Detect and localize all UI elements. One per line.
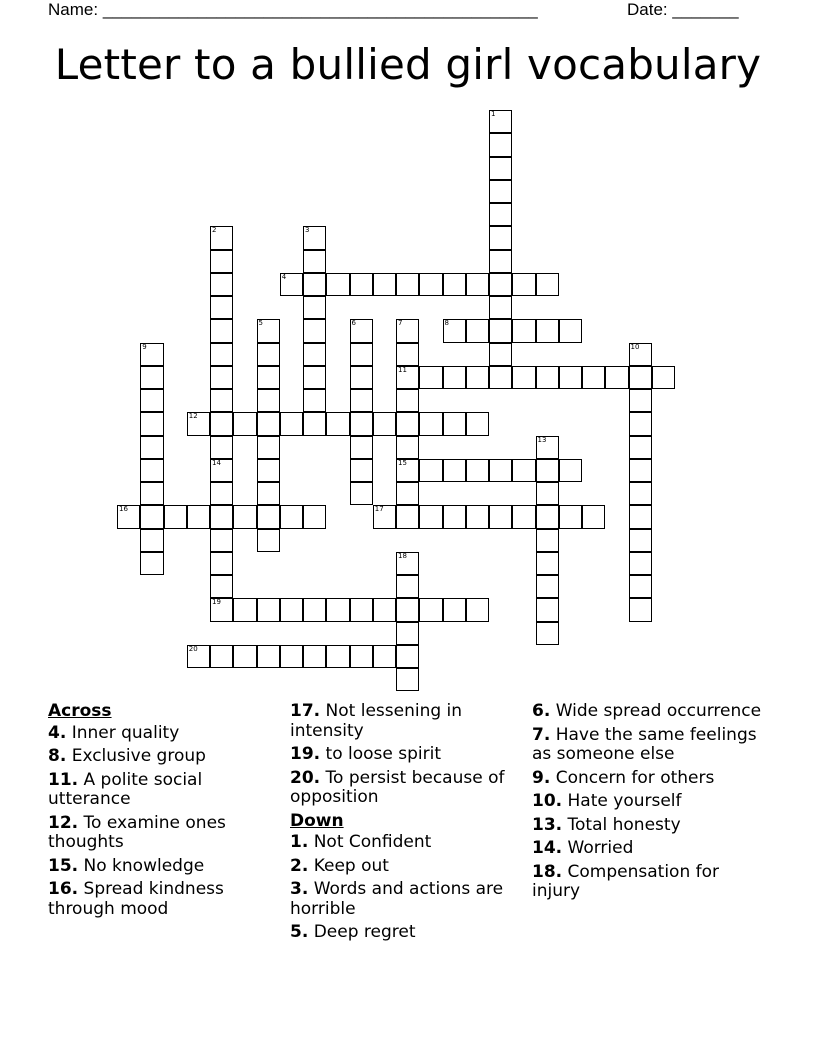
clue-text: Worried — [562, 838, 634, 858]
cell-number: 20 — [188, 644, 198, 653]
cell-number: 5 — [258, 319, 263, 328]
name-label: Name: — [48, 0, 99, 19]
grid-cell[interactable] — [536, 459, 559, 482]
cell-number: 12 — [188, 412, 198, 421]
grid-cell[interactable] — [466, 319, 489, 342]
clue-number: 2. — [290, 855, 309, 876]
grid-cell[interactable] — [210, 552, 233, 575]
clue-number: 20. — [290, 767, 321, 788]
clue-item — [48, 724, 283, 744]
cell-number: 17 — [374, 505, 384, 514]
clue-number: 12. — [48, 812, 79, 833]
grid-cell[interactable] — [443, 319, 466, 342]
grid-cell[interactable] — [350, 482, 373, 505]
clue-number: 8. — [48, 746, 67, 766]
grid-cell[interactable] — [559, 319, 582, 342]
grid-cell[interactable] — [257, 436, 280, 459]
grid-cell[interactable] — [629, 412, 652, 435]
grid-cell[interactable] — [326, 273, 349, 296]
clue-text: Wide spread occurrence — [550, 701, 762, 721]
clues-column-1 — [48, 702, 283, 923]
grid-cell[interactable] — [396, 459, 419, 482]
grid-cell[interactable] — [350, 273, 373, 296]
down-clue-list — [290, 833, 525, 943]
grid-cell[interactable] — [396, 389, 419, 412]
grid-cell[interactable] — [489, 366, 512, 389]
grid-cell[interactable] — [466, 273, 489, 296]
grid-cell[interactable] — [140, 343, 163, 366]
grid-cell[interactable] — [629, 529, 652, 552]
grid-cell[interactable] — [466, 598, 489, 621]
grid-cell[interactable] — [303, 226, 326, 249]
grid-cell[interactable] — [350, 343, 373, 366]
grid-cell[interactable] — [582, 366, 605, 389]
cell-number: 19 — [212, 598, 221, 607]
grid-cell[interactable] — [350, 459, 373, 482]
grid-cell[interactable] — [303, 250, 326, 273]
cell-number: 10 — [630, 342, 640, 351]
clue-text: Have the same feelings as someone else — [532, 724, 757, 764]
grid-cell[interactable] — [536, 436, 559, 459]
grid-cell[interactable] — [210, 575, 233, 598]
grid-cell[interactable] — [140, 389, 163, 412]
clue-item — [290, 745, 525, 765]
grid-cell[interactable] — [233, 412, 256, 435]
grid-cell[interactable] — [396, 436, 419, 459]
grid-cell[interactable] — [443, 273, 466, 296]
grid-cell[interactable] — [536, 505, 559, 528]
grid-cell[interactable] — [396, 412, 419, 435]
clue-text: Compensation for injury — [532, 861, 720, 901]
grid-cell[interactable] — [489, 343, 512, 366]
clue-number: 4. — [48, 722, 67, 743]
grid-cell[interactable] — [443, 366, 466, 389]
grid-cell[interactable] — [373, 412, 396, 435]
grid-cell[interactable] — [396, 598, 419, 621]
clue-item — [290, 833, 525, 853]
grid-cell[interactable] — [303, 412, 326, 435]
grid-cell[interactable] — [373, 645, 396, 668]
grid-cell[interactable] — [187, 505, 210, 528]
clue-text: Words and actions are horrible — [290, 879, 504, 919]
grid-cell[interactable] — [210, 645, 233, 668]
grid-cell[interactable] — [210, 436, 233, 459]
grid-cell[interactable] — [443, 598, 466, 621]
clue-number: 6. — [532, 701, 551, 721]
clue-text: To examine ones thoughts — [48, 812, 226, 852]
grid-cell[interactable] — [280, 505, 303, 528]
grid-cell[interactable] — [164, 505, 187, 528]
down-clue-list-continued — [532, 702, 767, 902]
grid-cell[interactable] — [303, 505, 326, 528]
grid-cell[interactable] — [629, 389, 652, 412]
clue-item — [290, 923, 525, 943]
grid-cell[interactable] — [233, 598, 256, 621]
grid-cell[interactable] — [326, 598, 349, 621]
clue-text: Inner quality — [66, 722, 180, 743]
grid-cell[interactable] — [140, 552, 163, 575]
grid-cell[interactable] — [303, 389, 326, 412]
grid-cell[interactable] — [582, 505, 605, 528]
grid-cell[interactable] — [257, 459, 280, 482]
grid-cell[interactable] — [257, 482, 280, 505]
cell-number: 4 — [281, 272, 287, 281]
grid-cell[interactable] — [629, 575, 652, 598]
cell-number: 6 — [351, 319, 356, 328]
grid-cell[interactable] — [210, 296, 233, 319]
grid-cell[interactable] — [489, 203, 512, 226]
clue-number: 19. — [290, 744, 321, 764]
cell-number: 1 — [491, 110, 496, 118]
grid-cell[interactable] — [629, 552, 652, 575]
grid-cell[interactable] — [512, 459, 535, 482]
cell-number: 13 — [537, 435, 547, 444]
clue-text: To persist because of opposition — [290, 767, 505, 807]
cell-number: 16 — [119, 505, 128, 514]
clue-item — [48, 857, 283, 877]
clue-item — [290, 702, 525, 741]
grid-cell[interactable] — [536, 622, 559, 645]
grid-cell[interactable] — [629, 482, 652, 505]
grid-cell[interactable] — [629, 366, 652, 389]
date-label: Date: — [627, 0, 668, 19]
grid-cell[interactable] — [396, 668, 419, 691]
clue-text: A polite social utterance — [48, 769, 203, 809]
grid-cell[interactable] — [443, 459, 466, 482]
grid-cell[interactable] — [280, 412, 303, 435]
grid-cell[interactable] — [303, 296, 326, 319]
grid-cell[interactable] — [350, 319, 373, 342]
grid-cell[interactable] — [536, 598, 559, 621]
grid-cell[interactable] — [396, 273, 419, 296]
clue-item — [290, 857, 525, 877]
grid-cell[interactable] — [489, 319, 512, 342]
grid-cell[interactable] — [512, 505, 535, 528]
grid-cell[interactable] — [210, 482, 233, 505]
clue-item — [48, 880, 283, 919]
clue-item — [532, 769, 767, 789]
grid-cell[interactable] — [210, 226, 233, 249]
grid-cell[interactable] — [303, 645, 326, 668]
grid-cell[interactable] — [489, 273, 512, 296]
clue-text: No knowledge — [78, 855, 205, 876]
grid-cell[interactable] — [396, 622, 419, 645]
grid-cell[interactable] — [466, 366, 489, 389]
across-clue-list-continued — [290, 702, 525, 808]
grid-cell[interactable] — [536, 319, 559, 342]
grid-cell[interactable] — [210, 529, 233, 552]
grid-cell[interactable] — [140, 505, 163, 528]
cell-number: 2 — [212, 226, 217, 235]
grid-cell[interactable] — [466, 505, 489, 528]
clue-item — [290, 880, 525, 919]
grid-cell[interactable] — [443, 505, 466, 528]
clue-number: 11. — [48, 769, 79, 790]
grid-cell[interactable] — [489, 226, 512, 249]
grid-cell[interactable] — [326, 412, 349, 435]
across-heading: Across — [48, 701, 112, 721]
clue-item — [48, 814, 283, 853]
grid-cell[interactable] — [210, 412, 233, 435]
name-blank[interactable]: ______________________________________________ — [102, 0, 538, 19]
grid-cell[interactable] — [489, 296, 512, 319]
clues-column-3 — [532, 702, 767, 906]
grid-cell[interactable] — [652, 366, 675, 389]
clue-text: Hate yourself — [562, 791, 682, 811]
grid-cell[interactable] — [140, 412, 163, 435]
down-heading: Down — [290, 810, 344, 831]
clues-column-2 — [290, 702, 525, 947]
grid-cell[interactable] — [210, 505, 233, 528]
grid-cell[interactable] — [419, 412, 442, 435]
clue-number: 10. — [532, 791, 563, 811]
clue-item — [532, 702, 767, 722]
grid-cell[interactable] — [373, 505, 396, 528]
grid-cell[interactable] — [629, 459, 652, 482]
clue-text: Total honesty — [562, 814, 681, 835]
grid-cell[interactable] — [303, 598, 326, 621]
grid-cell[interactable] — [140, 366, 163, 389]
grid-cell[interactable] — [350, 389, 373, 412]
clue-number: 1. — [290, 832, 309, 852]
grid-cell[interactable] — [210, 319, 233, 342]
clue-number: 7. — [532, 724, 551, 745]
cell-number: 7 — [398, 319, 403, 328]
grid-cell[interactable] — [257, 529, 280, 552]
grid-cell[interactable] — [512, 319, 535, 342]
clue-text: Concern for others — [550, 767, 715, 788]
clue-item — [532, 863, 767, 902]
grid-cell[interactable] — [210, 250, 233, 273]
grid-cell[interactable] — [489, 250, 512, 273]
grid-cell[interactable] — [233, 505, 256, 528]
grid-cell[interactable] — [350, 436, 373, 459]
grid-cell[interactable] — [536, 482, 559, 505]
clue-item — [48, 771, 283, 810]
cell-number: 18 — [398, 551, 407, 560]
grid-cell[interactable] — [187, 645, 210, 668]
grid-cell[interactable] — [489, 505, 512, 528]
grid-cell[interactable] — [210, 343, 233, 366]
grid-cell[interactable] — [419, 273, 442, 296]
grid-cell[interactable] — [559, 459, 582, 482]
grid-cell[interactable] — [536, 273, 559, 296]
grid-cell[interactable] — [419, 505, 442, 528]
grid-cell[interactable] — [466, 412, 489, 435]
grid-cell[interactable] — [373, 598, 396, 621]
grid-cell[interactable] — [280, 645, 303, 668]
cell-number: 8 — [444, 319, 449, 328]
clue-item — [48, 747, 283, 767]
cell-number: 9 — [142, 342, 147, 351]
grid-cell[interactable] — [396, 343, 419, 366]
grid-cell[interactable] — [257, 505, 280, 528]
grid-cell[interactable] — [559, 505, 582, 528]
grid-cell[interactable] — [443, 412, 466, 435]
grid-cell[interactable] — [257, 319, 280, 342]
grid-cell[interactable] — [140, 436, 163, 459]
clue-number: 3. — [290, 879, 309, 899]
clue-item — [532, 792, 767, 812]
clue-text: Deep regret — [308, 922, 416, 942]
clue-number: 15. — [48, 855, 79, 876]
cell-number: 11 — [398, 365, 407, 374]
grid-cell[interactable] — [536, 529, 559, 552]
grid-cell[interactable] — [210, 459, 233, 482]
grid-cell[interactable] — [489, 180, 512, 203]
clue-text: Not lessening in intensity — [290, 701, 463, 741]
grid-cell[interactable] — [536, 575, 559, 598]
grid-cell[interactable] — [350, 645, 373, 668]
grid-cell[interactable] — [233, 645, 256, 668]
grid-cell[interactable] — [629, 505, 652, 528]
grid-cell[interactable] — [303, 319, 326, 342]
grid-cell[interactable] — [303, 343, 326, 366]
grid-cell[interactable] — [419, 598, 442, 621]
grid-cell[interactable] — [257, 389, 280, 412]
clue-number: 17. — [290, 701, 321, 721]
grid-cell[interactable] — [350, 366, 373, 389]
across-clue-list — [48, 724, 283, 920]
grid-cell[interactable] — [512, 273, 535, 296]
grid-cell[interactable] — [396, 505, 419, 528]
grid-cell[interactable] — [117, 505, 140, 528]
clue-text: to loose spirit — [320, 744, 441, 764]
clue-text: Spread kindness through mood — [48, 879, 224, 919]
clue-number: 13. — [532, 814, 563, 835]
grid-cell[interactable] — [257, 645, 280, 668]
clue-item — [290, 769, 525, 808]
grid-cell[interactable] — [257, 343, 280, 366]
grid-cell[interactable] — [536, 552, 559, 575]
grid-cell[interactable] — [605, 366, 628, 389]
grid-cell[interactable] — [396, 319, 419, 342]
grid-cell[interactable] — [419, 459, 442, 482]
grid-cell[interactable] — [303, 366, 326, 389]
grid-cell[interactable] — [210, 273, 233, 296]
clue-text: Exclusive group — [66, 746, 206, 766]
clue-number: 9. — [532, 767, 551, 788]
grid-cell[interactable] — [140, 482, 163, 505]
grid-cell[interactable] — [396, 552, 419, 575]
grid-cell[interactable] — [489, 459, 512, 482]
grid-cell[interactable] — [140, 459, 163, 482]
grid-cell[interactable] — [396, 645, 419, 668]
grid-cell[interactable] — [280, 598, 303, 621]
clue-item — [532, 816, 767, 836]
grid-cell[interactable] — [210, 598, 233, 621]
clue-text: Keep out — [308, 855, 389, 876]
date-blank[interactable]: _______ — [672, 0, 739, 19]
clue-number: 18. — [532, 861, 563, 882]
grid-cell[interactable] — [303, 273, 326, 296]
clue-number: 14. — [532, 838, 563, 858]
grid-cell[interactable] — [257, 366, 280, 389]
clue-item — [532, 839, 767, 859]
grid-cell[interactable] — [419, 366, 442, 389]
grid-cell[interactable] — [559, 366, 582, 389]
grid-cell[interactable] — [396, 482, 419, 505]
grid-cell[interactable] — [629, 436, 652, 459]
grid-cell[interactable] — [326, 645, 349, 668]
cell-number: 15 — [398, 458, 407, 467]
grid-cell[interactable] — [187, 412, 210, 435]
clue-text: Not Confident — [308, 832, 432, 852]
clue-number: 5. — [290, 922, 309, 942]
cell-number: 3 — [305, 226, 310, 235]
grid-cell[interactable] — [140, 529, 163, 552]
grid-cell[interactable] — [629, 343, 652, 366]
grid-cell[interactable] — [396, 366, 419, 389]
grid-cell[interactable] — [489, 110, 512, 133]
grid-cell[interactable] — [257, 598, 280, 621]
grid-cell[interactable] — [350, 412, 373, 435]
clue-item — [532, 726, 767, 765]
grid-cell[interactable] — [396, 575, 419, 598]
page-title: Letter to a bullied girl vocabulary — [54, 40, 762, 89]
grid-cell[interactable] — [373, 273, 396, 296]
grid-cell[interactable] — [629, 598, 652, 621]
grid-cell[interactable] — [280, 273, 303, 296]
grid-cell[interactable] — [210, 389, 233, 412]
grid-cell[interactable] — [512, 366, 535, 389]
clue-number: 16. — [48, 879, 79, 899]
grid-cell[interactable] — [210, 366, 233, 389]
grid-cell[interactable] — [466, 459, 489, 482]
grid-cell[interactable] — [350, 598, 373, 621]
grid-cell[interactable] — [489, 133, 512, 156]
cell-number: 14 — [212, 458, 221, 467]
grid-cell[interactable] — [536, 366, 559, 389]
grid-cell[interactable] — [257, 412, 280, 435]
grid-cell[interactable] — [489, 157, 512, 180]
